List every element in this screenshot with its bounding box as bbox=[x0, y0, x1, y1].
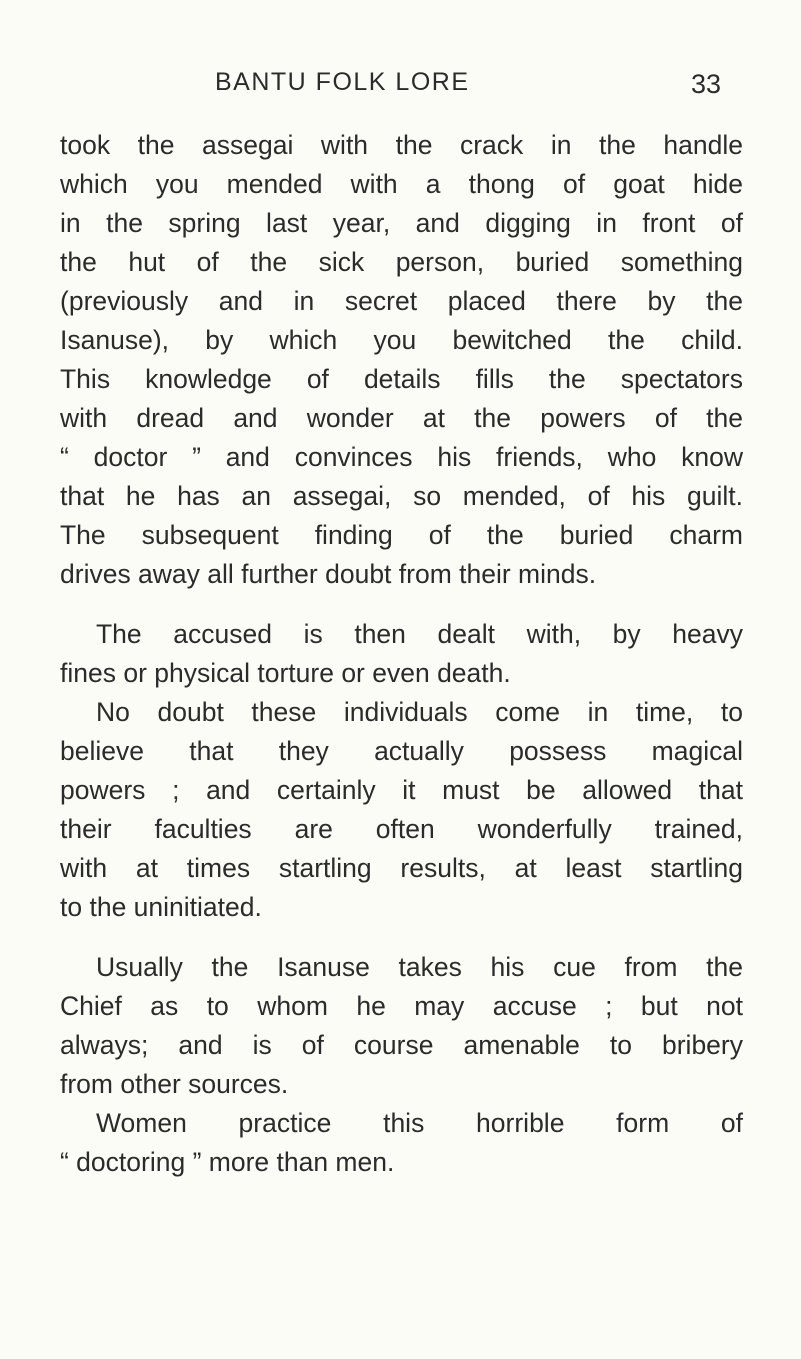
text-line: The accused is then dealt with, by heavy bbox=[96, 619, 743, 649]
running-head bbox=[0, 62, 801, 102]
text-line: which you mended with a thong of goat hide bbox=[60, 169, 743, 199]
text-line: This knowledge of details fills the spectators bbox=[60, 364, 743, 394]
text-line: from other sources. bbox=[60, 1069, 289, 1099]
text-line: “ doctor ” and convinces his friends, who know bbox=[60, 442, 743, 472]
text-line: “ doctoring ” more than men. bbox=[60, 1147, 395, 1177]
text-line: The subsequent finding of the buried charm bbox=[60, 520, 743, 550]
text-line: took the assegai with the crack in the handle bbox=[60, 130, 743, 160]
text-line: Usually the Isanuse takes his cue from the bbox=[96, 952, 743, 982]
text-line: Chief as to whom he may accuse ; but not bbox=[60, 991, 743, 1021]
text-line: in the spring last year, and digging in front of bbox=[60, 208, 743, 238]
text-line: No doubt these individuals come in time, to bbox=[96, 697, 743, 727]
text-line: fines or physical torture or even death. bbox=[60, 658, 511, 688]
text-line: (previously and in secret placed there by the bbox=[60, 286, 743, 316]
running-title: BANTU FOLK LORE bbox=[215, 68, 470, 96]
text-line: believe that they actually possess magical bbox=[60, 736, 743, 766]
text-line: with dread and wonder at the powers of the bbox=[60, 403, 743, 433]
text-line: Isanuse), by which you bewitched the child. bbox=[60, 325, 743, 355]
text-line: that he has an assegai, so mended, of his guilt. bbox=[60, 481, 743, 511]
text-line: drives away all further doubt from their minds. bbox=[60, 559, 597, 589]
text-line: their faculties are often wonderfully trained, bbox=[60, 814, 743, 844]
text-line: Women practice this horrible form of bbox=[96, 1108, 743, 1138]
text-line: with at times startling results, at least startling bbox=[60, 853, 743, 883]
text-line: the hut of the sick person, buried something bbox=[60, 247, 743, 277]
text-line: powers ; and certainly it must be allowed that bbox=[60, 775, 743, 805]
text-line: to the uninitiated. bbox=[60, 892, 262, 922]
text-line: always; and is of course amenable to bribery bbox=[60, 1030, 743, 1060]
page-number: 33 bbox=[691, 69, 722, 99]
